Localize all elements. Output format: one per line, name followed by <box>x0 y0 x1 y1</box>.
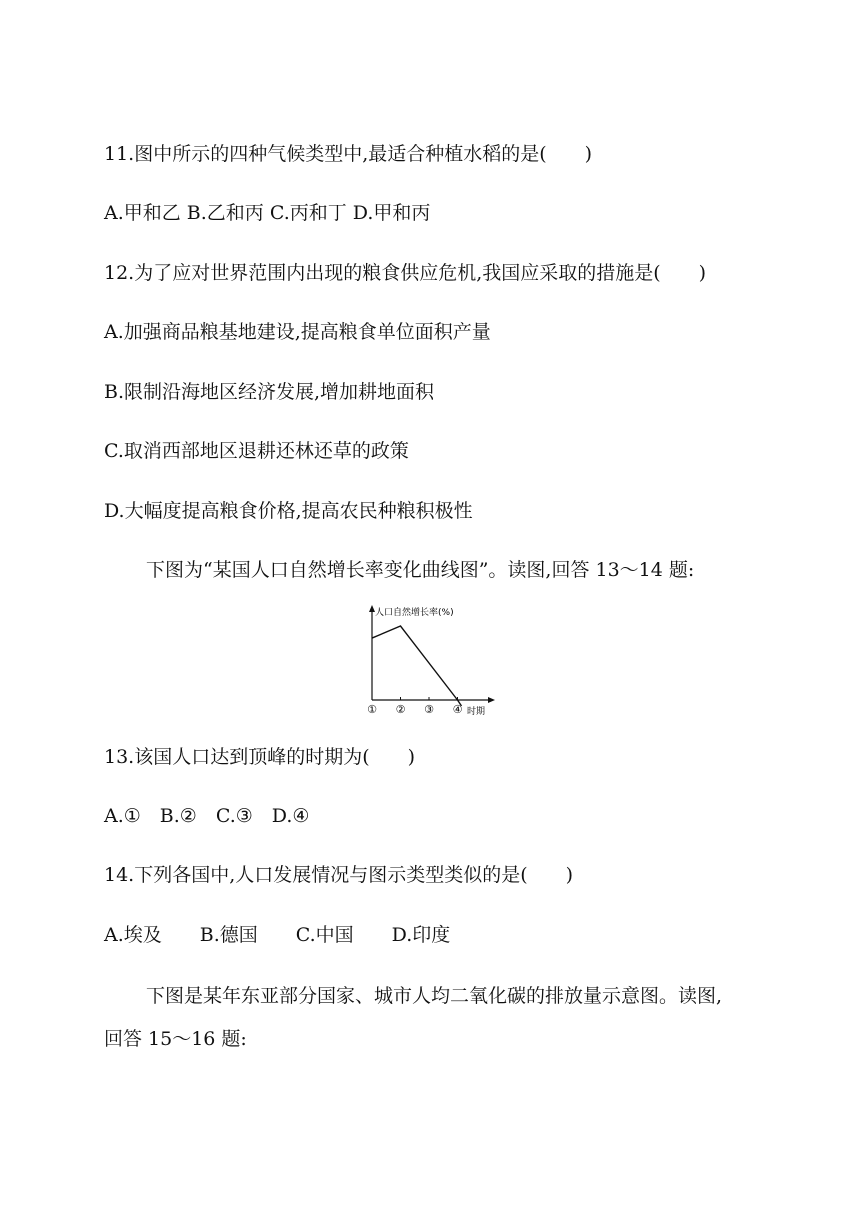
intro-13-14: 下图为“某国人口自然增长率变化曲线图”。读图,回答 13～14 题: <box>146 559 695 581</box>
x-tick-label: ④ <box>452 703 463 716</box>
q12-option-a: A.加强商品粮基地建设,提高粮食单位面积产量 <box>104 321 491 343</box>
growth-rate-line <box>372 626 458 700</box>
intro-15-16-line2: 回答 15～16 题: <box>104 1028 247 1050</box>
intro-15-16-line1: 下图是某年东亚部分国家、城市人均二氧化碳的排放量示意图。读图, <box>146 985 723 1007</box>
q12-option-c: C.取消西部地区退耕还林还草的政策 <box>104 440 409 462</box>
x-axis-label: 时期 <box>467 707 486 717</box>
q11-options: A.甲和乙 B.乙和丙 C.丙和丁 D.甲和丙 <box>104 202 431 224</box>
q12-option-b: B.限制沿海地区经济发展,增加耕地面积 <box>104 381 435 403</box>
population-growth-chart <box>350 600 510 720</box>
q13-options: A.① B.② C.③ D.④ <box>104 805 310 827</box>
q12-option-d: D.大幅度提高粮食价格,提高农民种粮积极性 <box>104 500 473 522</box>
q14-question: 14.下列各国中,人口发展情况与图示类型类似的是( ) <box>104 864 574 886</box>
q13-question: 13.该国人口达到顶峰的时期为( ) <box>104 746 416 768</box>
q14-options: A.埃及 B.德国 C.中国 D.印度 <box>104 924 451 946</box>
x-tick-label: ① <box>367 703 377 716</box>
x-tick-label: ③ <box>424 703 434 716</box>
x-axis-arrow <box>488 697 495 703</box>
y-axis-label: 人口自然增长率(%) <box>375 608 454 618</box>
q12-question: 12.为了应对世界范围内出现的粮食供应危机,我国应采取的措施是( ) <box>104 262 707 284</box>
q11-question: 11.图中所示的四种气候类型中,最适合种植水稻的是( ) <box>104 143 593 165</box>
x-tick-label: ② <box>395 703 406 716</box>
